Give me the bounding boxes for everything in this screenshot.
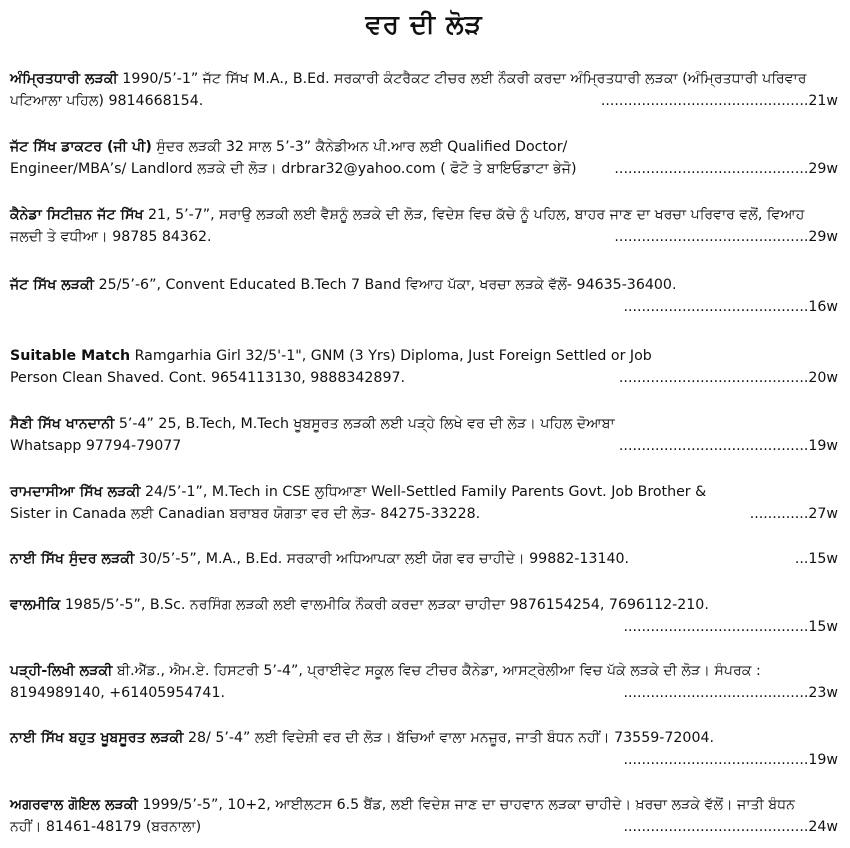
ad-code: ...15w <box>794 551 838 567</box>
ad-item-2 <box>10 136 838 180</box>
ad-body: ਸੁੰਦਰ ਲੜਕੀ 32 ਸਾਲ 5’-3” ਕੈਨੇਡੀਅਨ ਪੀ.ਆਰ ਲਈ Qualified Doctor/ Engineer/MBA’s/ Landlord ਲੜਕੇ ਦੀ ਲੋੜ। drbrar32@yahoo.com ( ਫੋਟੋ ਤੇ ਬਾਇਓਡਾਟਾ ਭੇਜੋ) <box>10 139 577 177</box>
ad-body: 21, 5’-7”, ਸਰਾਉ ਲੜਕੀ ਲਈ ਵੈਸ਼ਨੂੰ ਲੜਕੇ ਦੀ ਲੋੜ, ਵਿਦੇਸ਼ ਵਿਚ ਕੱਚੇ ਨੂੰ ਪਹਿਲ, ਬਾਹਰ ਜਾਣ ਦਾ ਖਰਚਾ ਪਰਿਵਾਰ ਵਲੋਂ, ਵਿਆਹ ਜਲਦੀ ਤੇ ਵਧੀਆ। 98785 84362. <box>10 207 805 245</box>
ad-code: .........................................23w <box>623 685 838 701</box>
ad-item-11 <box>10 727 838 768</box>
ad-item-9 <box>10 594 838 635</box>
ad-text <box>10 481 838 525</box>
ad-item-5 <box>10 345 838 389</box>
ad-item-4 <box>10 274 838 315</box>
ad-body: 1999/5’-5”, 10+2, ਆਈਲਟਸ 6.5 ਬੈਂਡ, ਲਈ ਵਿਦੇਸ਼ ਜਾਣ ਦਾ ਚਾਹਵਾਨ ਲੜਕਾ ਚਾਹੀਦੇ। ਖ਼ਰਚਾ ਲੜਕੇ ਵੱਲੋਂ। ਜਾਤੀ ਬੰਧਨ ਨਹੀਂ। 81461-48179 (ਬਰਨਾਲਾ) <box>10 797 796 835</box>
ad-item-3 <box>10 204 838 248</box>
ad-heading: ਵਾਲਮੀਕਿ <box>10 597 61 613</box>
ad-heading: ਜੱਟ ਸਿੱਖ ਲੜਕੀ <box>10 277 95 293</box>
ad-heading: ਰਾਮਦਾਸੀਆ ਸਿੱਖ ਲੜਕੀ <box>10 484 141 500</box>
ad-item-12 <box>10 794 838 838</box>
ad-item-10 <box>10 660 838 704</box>
ad-item-7 <box>10 481 838 525</box>
ad-code: ..........................................20w <box>618 370 838 386</box>
ad-code: .........................................19w <box>623 752 838 768</box>
ad-code: ..........................................19w <box>618 438 838 454</box>
ad-code: ...........................................29w <box>614 229 838 245</box>
ad-code: .........................................16w <box>623 299 838 315</box>
ad-heading: ਪੜ੍ਹੀ-ਲਿਖੀ ਲੜਕੀ <box>10 663 113 679</box>
ad-item-8 <box>10 548 838 570</box>
ad-code: .............27w <box>749 506 838 522</box>
ad-heading: ਅੰਮ੍ਰਿਤਧਾਰੀ ਲੜਕੀ <box>10 71 118 87</box>
ad-body: 1990/5’-1” ਜੱਟ ਸਿੱਖ M.A., B.Ed. ਸਰਕਾਰੀ ਕੰਟਰੈਕਟ ਟੀਚਰ ਲਈ ਨੌਕਰੀ ਕਰਦਾ ਅੰਮ੍ਰਿਤਧਾਰੀ ਲੜਕਾ (ਅੰਮ੍ਰਿਤਧਾਰੀ ਪਰਿਵਾਰ ਪਟਿਆਲਾ ਪਹਿਲ) 9814668154. <box>10 71 807 109</box>
ad-code: ..............................................21w <box>600 93 838 109</box>
ad-body: 28/ 5’-4” ਲਈ ਵਿਦੇਸ਼ੀ ਵਰ ਦੀ ਲੋੜ। ਬੱਚਿਆਂ ਵਾਲਾ ਮਨਜ਼ੂਰ, ਜਾਤੀ ਬੰਧਨ ਨਹੀਂ। 73559-72004. <box>183 730 715 746</box>
ad-text <box>10 548 838 570</box>
ad-body: 1985/5’-5”, B.Sc. ਨਰਸਿੰਗ ਲੜਕੀ ਲਈ ਵਾਲਮੀਕਿ ਨੌਕਰੀ ਕਰਦਾ ਲੜਕਾ ਚਾਹੀਦਾ 9876154254, 7696112-210. <box>60 597 709 613</box>
page-title: ਵਰ ਦੀ ਲੋੜ <box>365 10 483 40</box>
ad-heading: ਸੈਣੀ ਸਿੱਖ ਖਾਨਦਾਨੀ <box>10 416 115 432</box>
ad-body: Ramgarhia Girl 32/5'-1", GNM (3 Yrs) Diploma, Just Foreign Settled or Job Person Clean Shaved. Cont. 9654113130, 9888342897. <box>10 348 652 386</box>
ad-code: .........................................15w <box>623 619 838 635</box>
ad-body: ਬੀ.ਐੱਡ., ਐਮ.ਏ. ਹਿਸਟਰੀ 5’-4”, ਪ੍ਰਾਈਵੇਟ ਸਕੂਲ ਵਿਚ ਟੀਚਰ ਕੈਨੇਡਾ, ਆਸਟ੍ਰੇਲੀਆ ਵਿਚ ਪੱਕੇ ਲੜਕੇ ਦੀ ਲੋੜ। ਸੰਪਰਕ : 8194989140, +61405954741. <box>10 663 761 701</box>
ad-item-1 <box>10 68 838 112</box>
ad-code: .........................................24w <box>623 819 838 835</box>
ad-text <box>10 274 838 296</box>
ad-heading: ਨਾਈ ਸਿੱਖ ਸੁੰਦਰ ਲੜਕੀ <box>10 551 135 567</box>
ad-item-6 <box>10 413 838 457</box>
ad-text <box>10 594 838 616</box>
ad-code: ...........................................29w <box>614 161 838 177</box>
ad-heading: ਕੈਨੇਡਾ ਸਿਟੀਜ਼ਨ ਜੱਟ ਸਿੱਖ <box>10 207 144 223</box>
ad-body: 25/5’-6”, Convent Educated B.Tech 7 Band ਵਿਆਹ ਪੱਕਾ, ਖਰਚਾ ਲੜਕੇ ਵੱਲੋਂ- 94635-36400. <box>94 277 677 293</box>
ad-body: 5’-4” 25, B.Tech, M.Tech ਖੂਬਸੂਰਤ ਲੜਕੀ ਲਈ ਪੜ੍ਹੇ ਲਿਖੇ ਵਰ ਦੀ ਲੋੜ। ਪਹਿਲ ਦੋਆਬਾ Whatsapp 97794-79077 <box>10 416 615 454</box>
ad-heading: ਨਾਈ ਸਿੱਖ ਬਹੁਤ ਖੂਬਸੂਰਤ ਲੜਕੀ <box>10 730 184 746</box>
ad-heading: ਜੱਟ ਸਿੱਖ ਡਾਕਟਰ (ਜੀ ਪੀ) <box>10 139 152 155</box>
ad-heading: Suitable Match <box>10 348 131 364</box>
ad-body: 30/5’-5”, M.A., B.Ed. ਸਰਕਾਰੀ ਅਧਿਆਪਕਾ ਲਈ ਯੋਗ ਵਰ ਚਾਹੀਦੇ। 99882-13140. <box>134 551 630 567</box>
ad-heading: ਅਗਰਵਾਲ ਗੋਇਲ ਲੜਕੀ <box>10 797 138 813</box>
ad-body: 24/5’-1”, M.Tech in CSE ਲੁਧਿਆਣਾ Well-Settled Family Parents Govt. Job Brother & Sister in Canada ਲਈ Canadian ਬਰਾਬਰ ਯੋਗਤਾ ਵਰ ਦੀ ਲੋੜ- 84275-33228. <box>10 484 707 522</box>
ad-text <box>10 727 838 749</box>
